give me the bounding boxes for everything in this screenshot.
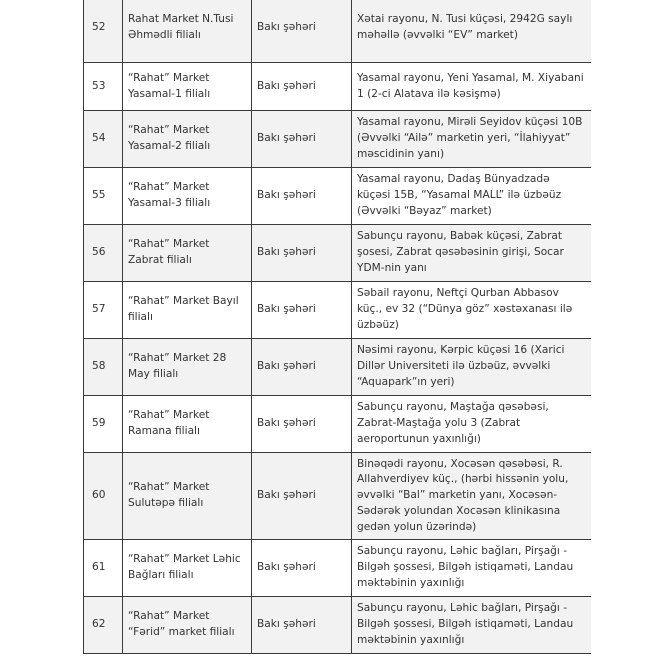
branch-address: Yasamal rayonu, Yeni Yasamal, M. Xiyabani 1 (2-ci Alatava ilə kəsişmə) bbox=[352, 63, 592, 111]
row-number: 62 bbox=[84, 597, 123, 654]
branch-address: Sabunçu rayonu, Maştağa qəsəbəsi, Zabrat-Maştağa yolu 3 (Zabrat aeroportunun yaxınlığı) bbox=[352, 396, 592, 453]
table-row bbox=[84, 597, 592, 654]
branch-name: Rahat Market N.Tusi Əhmədli filialı bbox=[123, 0, 252, 63]
branch-name: “Rahat” Market Yasamal-3 filialı bbox=[123, 168, 252, 225]
branch-address: Sabunçu rayonu, Ləhic bağları, Pirşağı - Bilgəh şossesi, Bilgəh istiqaməti, Landau məktəbinin yaxınlığı bbox=[352, 540, 592, 597]
table-row bbox=[84, 282, 592, 339]
row-number: 58 bbox=[84, 339, 123, 396]
table-row bbox=[84, 339, 592, 396]
row-number: 52 bbox=[84, 0, 123, 63]
branch-city: Bakı şəhəri bbox=[252, 282, 352, 339]
branch-address: Yasamal rayonu, Mirəli Seyidov küçəsi 10B (Əvvəlki “Ailə” marketin yeri, “İlahiyyat” məscidinin yanı) bbox=[352, 111, 592, 168]
row-number: 61 bbox=[84, 540, 123, 597]
branch-name: “Rahat” Market Yasamal-1 filialı bbox=[123, 63, 252, 111]
branch-name: “Rahat” Market Bayıl filialı bbox=[123, 282, 252, 339]
table-row bbox=[84, 0, 592, 63]
branch-name: “Rahat” Market Sulutəpə filialı bbox=[123, 453, 252, 540]
branch-name: “Rahat” Market 28 May filialı bbox=[123, 339, 252, 396]
branch-address: Səbail rayonu, Neftçi Qurban Abbasov küç., ev 32 (“Dünya göz” xəstəxanası ilə üzbəüz) bbox=[352, 282, 592, 339]
branch-address: Yasamal rayonu, Dadaş Bünyadzadə küçəsi 15B, “Yasamal MALL” ilə üzbəüz (Əvvəlki “Bəyaz” market) bbox=[352, 168, 592, 225]
row-number: 59 bbox=[84, 396, 123, 453]
row-number: 54 bbox=[84, 111, 123, 168]
branch-name: “Rahat” Market Yasamal-2 filialı bbox=[123, 111, 252, 168]
branch-address: Nəsimi rayonu, Kərpic küçəsi 16 (Xarici Dillər Universiteti ilə üzbəüz, əvvəlki “Aquapark”ın yeri) bbox=[352, 339, 592, 396]
branch-name: “Rahat” Market Ləhic Bağları filialı bbox=[123, 540, 252, 597]
table-row bbox=[84, 453, 592, 540]
branch-city: Bakı şəhəri bbox=[252, 111, 352, 168]
branch-city: Bakı şəhəri bbox=[252, 168, 352, 225]
row-number: 55 bbox=[84, 168, 123, 225]
branch-table bbox=[83, 0, 591, 654]
branch-address: Sabunçu rayonu, Ləhic bağları, Pirşağı - Bilgəh şossesi, Bilgəh istiqaməti, Landau məktəbinin yaxınlığı bbox=[352, 597, 592, 654]
table-row bbox=[84, 540, 592, 597]
table-row bbox=[84, 396, 592, 453]
branch-address: Binəqədi rayonu, Xocəsən qəsəbəsi, R. Allahverdiyev küç., (hərbi hissənin yolu, əvvəlki “Bal” marketin yanı, Xocəsən-Sədərək yolundan Xocəsən klinikasına gedən yolun üzərində) bbox=[352, 453, 592, 540]
branch-city: Bakı şəhəri bbox=[252, 540, 352, 597]
branch-city: Bakı şəhəri bbox=[252, 597, 352, 654]
table-row bbox=[84, 225, 592, 282]
row-number: 57 bbox=[84, 282, 123, 339]
branch-city: Bakı şəhəri bbox=[252, 225, 352, 282]
row-number: 56 bbox=[84, 225, 123, 282]
branch-address: Sabunçu rayonu, Babək küçəsi, Zabrat şosesi, Zabrat qəsəbəsinin girişi, Socar YDM-nin yanı bbox=[352, 225, 592, 282]
table-row bbox=[84, 168, 592, 225]
branch-table-container bbox=[83, 0, 591, 670]
row-number: 53 bbox=[84, 63, 123, 111]
branch-city: Bakı şəhəri bbox=[252, 396, 352, 453]
table-row bbox=[84, 63, 592, 111]
branch-name: “Rahat” Market Zabrat filialı bbox=[123, 225, 252, 282]
row-number: 60 bbox=[84, 453, 123, 540]
branch-city: Bakı şəhəri bbox=[252, 0, 352, 63]
branch-city: Bakı şəhəri bbox=[252, 63, 352, 111]
branch-address: Xətai rayonu, N. Tusi küçəsi, 2942G saylı məhəllə (əvvəlki “EV” market) bbox=[352, 0, 592, 63]
table-row bbox=[84, 111, 592, 168]
branch-name: “Rahat” Market “Fərid” market filialı bbox=[123, 597, 252, 654]
branch-name: “Rahat” Market Ramana filialı bbox=[123, 396, 252, 453]
branch-city: Bakı şəhəri bbox=[252, 453, 352, 540]
branch-city: Bakı şəhəri bbox=[252, 339, 352, 396]
